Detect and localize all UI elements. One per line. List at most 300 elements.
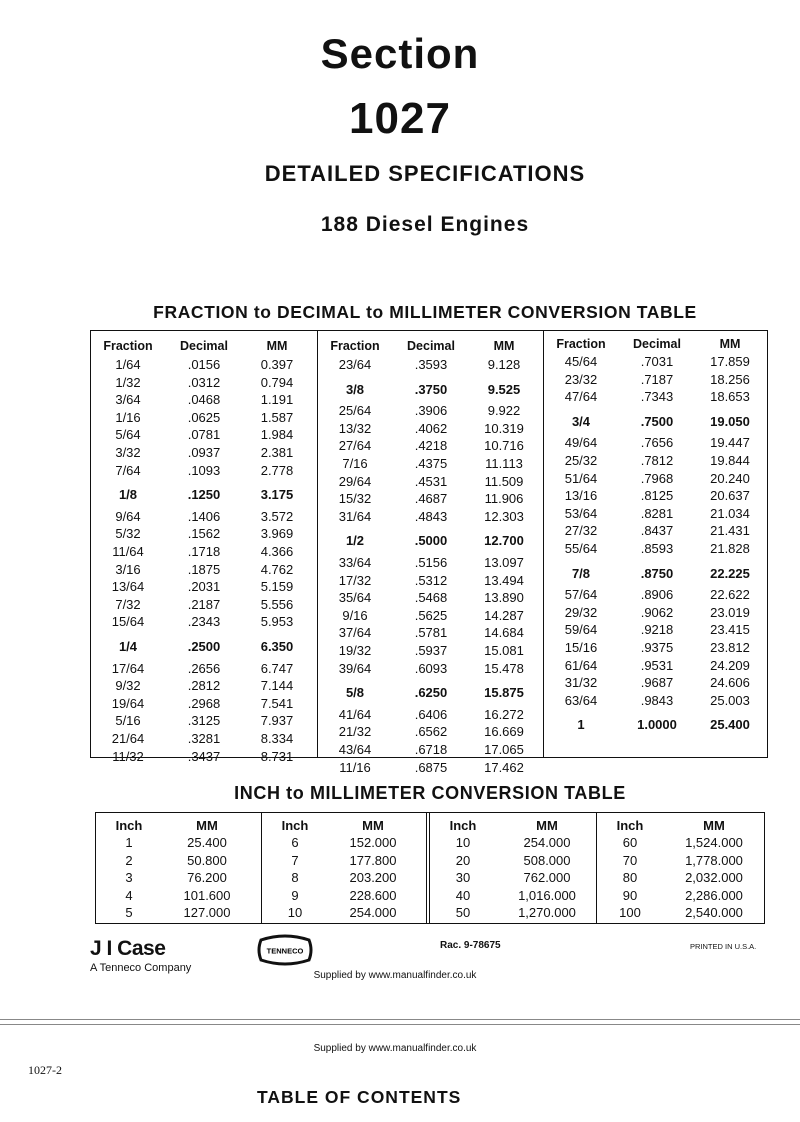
mm-cell: 7.541 <box>260 695 294 711</box>
decimal-cell: .0156 <box>187 357 221 372</box>
table-row <box>91 561 317 578</box>
fraction-header-row <box>544 336 770 353</box>
table-of-contents-heading: TABLE OF CONTENTS <box>257 1087 462 1107</box>
table-row <box>430 887 595 904</box>
table-row <box>318 759 544 776</box>
table-row <box>262 852 427 869</box>
decimal-cell: .9687 <box>640 675 674 691</box>
fraction-header-row <box>318 338 544 355</box>
decimal-cell: .1562 <box>187 526 221 542</box>
fraction-cell: 17/32 <box>338 572 372 588</box>
table-row <box>318 473 544 490</box>
mm-cell: 24.209 <box>710 657 750 673</box>
mm-cell: 3.572 <box>260 508 294 524</box>
mm-cell: 8.334 <box>260 731 294 746</box>
decimal-cell: .5156 <box>414 555 448 570</box>
table-row <box>91 444 317 461</box>
decimal-cell: .9062 <box>640 604 674 620</box>
table-row <box>318 508 544 525</box>
mm-cell: 13.494 <box>484 572 524 588</box>
fraction-cell: 5/32 <box>115 526 141 542</box>
table-row <box>318 706 544 723</box>
table-row <box>544 487 770 504</box>
column-header: Decimal <box>633 337 681 351</box>
fraction-cell: 53/64 <box>564 505 598 521</box>
mm-cell: 76.200 <box>187 870 227 886</box>
table-row <box>91 748 317 765</box>
table-row <box>318 554 544 571</box>
table-row <box>91 356 317 373</box>
column-header: MM <box>196 818 218 833</box>
section-number: 1027 <box>349 94 451 143</box>
table-row <box>544 586 770 603</box>
fraction-cell: 21/64 <box>111 731 145 746</box>
table-row <box>544 540 770 557</box>
mm-cell: 22.622 <box>710 587 750 603</box>
fraction-cell: 15/16 <box>564 640 598 655</box>
mm-cell: 17.859 <box>710 354 750 369</box>
table-row <box>91 677 317 694</box>
table-row <box>544 522 770 539</box>
fraction-cell: 33/64 <box>338 555 372 570</box>
table-row <box>96 887 261 904</box>
decimal-cell: .3437 <box>187 748 221 764</box>
decimal-cell: .4531 <box>414 473 448 489</box>
mm-cell: 2.778 <box>260 462 294 478</box>
fraction-cell: 39/64 <box>338 660 372 676</box>
table-row <box>91 486 317 503</box>
mm-cell: 21.828 <box>710 541 750 556</box>
column-header: Decimal <box>407 339 455 353</box>
mm-cell: 2.381 <box>260 445 294 460</box>
fraction-cell: 1/64 <box>115 357 141 372</box>
mm-cell: 8.731 <box>260 748 294 764</box>
column-header: MM <box>536 818 558 833</box>
table-row <box>318 684 544 701</box>
mm-cell: 12.303 <box>484 508 524 524</box>
inch-cell: 8 <box>291 870 299 886</box>
column-header: MM <box>493 339 515 353</box>
page-divider <box>0 1024 800 1025</box>
decimal-cell: .8281 <box>640 505 674 521</box>
table-row <box>544 505 770 522</box>
inch-cell: 100 <box>619 905 641 921</box>
decimal-cell: .3750 <box>414 381 448 397</box>
table-row <box>430 869 595 886</box>
fraction-cell: 9/64 <box>115 508 141 524</box>
inch-column-2 <box>261 813 426 923</box>
fraction-cell: 3/8 <box>345 381 365 397</box>
table-row <box>91 695 317 712</box>
decimal-cell: .1093 <box>187 462 221 478</box>
fraction-cell: 19/64 <box>111 695 145 711</box>
mm-cell: 10.716 <box>484 438 524 454</box>
mm-cell: 10.319 <box>484 420 524 436</box>
fraction-cell: 9/32 <box>115 678 141 694</box>
mm-cell: 9.525 <box>487 381 521 397</box>
fraction-cell: 1/2 <box>345 533 365 549</box>
mm-cell: 2,540.000 <box>685 905 743 921</box>
decimal-cell: .0625 <box>187 409 221 425</box>
table-row <box>544 674 770 691</box>
mm-cell: 5.556 <box>260 596 294 612</box>
table-row <box>544 434 770 451</box>
fraction-cell: 13/16 <box>564 488 598 504</box>
mm-cell: 6.747 <box>260 660 294 676</box>
mm-cell: 13.097 <box>484 555 524 570</box>
fraction-cell: 1/8 <box>118 487 138 503</box>
fraction-cell: 13/32 <box>338 420 372 436</box>
table-row <box>318 741 544 758</box>
mm-cell: 23.019 <box>710 604 750 620</box>
mm-cell: 0.794 <box>260 374 294 390</box>
fraction-cell: 7/8 <box>571 565 591 581</box>
decimal-cell: .9843 <box>640 692 674 708</box>
decimal-cell: .7343 <box>640 389 674 405</box>
column-header: MM <box>362 818 384 833</box>
fraction-cell: 37/64 <box>338 625 372 641</box>
decimal-cell: .5312 <box>414 572 448 588</box>
inch-cell: 10 <box>287 905 303 921</box>
table-row <box>91 462 317 479</box>
mm-cell: 1,524.000 <box>685 835 743 850</box>
mm-cell: 1.587 <box>260 409 294 425</box>
decimal-cell: .1718 <box>187 544 221 559</box>
decimal-cell: .7500 <box>640 413 674 429</box>
decimal-cell: .0312 <box>187 374 221 390</box>
inch-cell: 40 <box>455 887 471 903</box>
inch-cell: 10 <box>455 835 471 850</box>
mm-cell: 15.478 <box>484 660 524 676</box>
table-row <box>91 426 317 443</box>
table-row <box>597 887 762 904</box>
fraction-cell: 49/64 <box>564 435 598 451</box>
decimal-cell: .5625 <box>414 607 448 623</box>
table-row <box>91 543 317 560</box>
table-row <box>597 852 762 869</box>
fraction-cell: 13/64 <box>111 579 145 595</box>
table-row <box>318 589 544 606</box>
table-row <box>91 578 317 595</box>
table-row <box>318 660 544 677</box>
table-row <box>318 723 544 740</box>
table-row <box>544 388 770 405</box>
inch-cell: 6 <box>291 835 299 850</box>
mm-cell: 50.800 <box>187 852 227 868</box>
decimal-cell: .7656 <box>640 435 674 451</box>
inch-cell: 70 <box>622 852 638 868</box>
mm-cell: 0.397 <box>260 357 294 372</box>
decimal-cell: .5468 <box>414 590 448 606</box>
table-row <box>318 437 544 454</box>
decimal-cell: .4843 <box>414 508 448 524</box>
printed-notice: PRINTED IN U.S.A. <box>690 942 757 951</box>
inch-cell: 80 <box>622 870 638 886</box>
fraction-cell: 3/32 <box>115 445 141 460</box>
table-row <box>91 409 317 426</box>
inch-column-1 <box>96 813 261 923</box>
decimal-cell: .8593 <box>640 541 674 556</box>
inch-header-row <box>262 817 427 834</box>
fraction-cell: 9/16 <box>342 607 368 623</box>
mm-cell: 23.812 <box>710 640 750 655</box>
decimal-cell: .1406 <box>187 508 221 524</box>
table-row <box>91 374 317 391</box>
fraction-cell: 45/64 <box>564 354 598 369</box>
table-row <box>318 624 544 641</box>
mm-cell: 508.000 <box>523 852 571 868</box>
mm-cell: 19.844 <box>710 453 750 468</box>
table-row <box>262 869 427 886</box>
decimal-cell: .7812 <box>640 453 674 468</box>
mm-cell: 16.669 <box>484 724 524 740</box>
mm-cell: 2,032.000 <box>685 870 743 886</box>
fraction-cell: 35/64 <box>338 590 372 606</box>
fraction-cell: 11/64 <box>112 544 144 559</box>
fraction-cell: 47/64 <box>564 389 598 405</box>
decimal-cell: .3281 <box>187 731 221 746</box>
inch-header-row <box>597 817 762 834</box>
mm-cell: 2,286.000 <box>685 887 743 903</box>
table-row <box>91 596 317 613</box>
decimal-cell: .6250 <box>414 685 448 701</box>
table-row <box>544 639 770 656</box>
fraction-column-2 <box>317 331 543 775</box>
fraction-cell: 17/64 <box>111 660 145 676</box>
fraction-cell: 5/64 <box>115 427 141 443</box>
table-row <box>262 904 427 921</box>
mm-cell: 152.000 <box>349 835 397 850</box>
decimal-cell: .7187 <box>640 371 674 387</box>
decimal-cell: .0468 <box>187 392 221 408</box>
table-row <box>544 565 770 582</box>
mm-cell: 1,270.000 <box>518 905 576 921</box>
mm-cell: 11.906 <box>484 491 524 507</box>
inch-cell: 1 <box>125 835 133 850</box>
table-row <box>544 353 770 370</box>
inch-column-4 <box>596 813 766 923</box>
rac-number: Rac. 9-78675 <box>440 940 501 951</box>
fraction-cell: 55/64 <box>564 541 598 556</box>
mm-cell: 22.225 <box>710 565 750 581</box>
decimal-cell: .6718 <box>414 742 448 757</box>
decimal-cell: .2187 <box>187 596 221 612</box>
decimal-cell: .8437 <box>640 523 674 539</box>
decimal-cell: .2500 <box>187 639 221 654</box>
column-header: Inch <box>115 818 143 833</box>
mm-cell: 9.922 <box>487 403 521 419</box>
fraction-cell: 1 <box>577 717 585 733</box>
logo-text: TENNECO <box>266 946 304 956</box>
mm-cell: 1,016.000 <box>518 887 576 903</box>
table-row <box>91 712 317 729</box>
fraction-cell: 1/32 <box>115 374 141 390</box>
fraction-cell: 43/64 <box>338 742 372 757</box>
decimal-cell: .2812 <box>187 678 221 694</box>
table-row <box>318 642 544 659</box>
mm-cell: 17.065 <box>484 742 524 757</box>
table-row <box>96 852 261 869</box>
inch-cell: 3 <box>125 870 133 886</box>
fraction-cell: 41/64 <box>338 706 372 722</box>
table-row <box>544 621 770 638</box>
decimal-cell: .3906 <box>414 403 448 419</box>
mm-cell: 5.953 <box>260 614 294 630</box>
decimal-cell: .9375 <box>640 640 674 655</box>
fraction-cell: 1/16 <box>115 409 141 425</box>
fraction-cell: 7/16 <box>342 456 368 471</box>
table-row <box>544 657 770 674</box>
inch-cell: 30 <box>455 870 471 886</box>
page-number: 1027-2 <box>28 1063 62 1077</box>
fraction-cell: 57/64 <box>564 587 598 603</box>
decimal-cell: .3593 <box>414 357 448 372</box>
table-row <box>96 869 261 886</box>
inch-cell: 2 <box>125 852 133 868</box>
fraction-cell: 5/16 <box>115 713 141 729</box>
decimal-cell: .4687 <box>414 491 448 507</box>
fraction-cell: 27/32 <box>564 523 598 539</box>
column-header: MM <box>719 337 741 351</box>
table-row <box>91 730 317 747</box>
decimal-cell: .8750 <box>640 565 674 581</box>
mm-cell: 4.762 <box>260 561 294 577</box>
decimal-cell: .2968 <box>187 695 221 711</box>
company-name: J I Case <box>90 937 166 960</box>
decimal-cell: .4062 <box>414 420 448 436</box>
table-row <box>544 470 770 487</box>
decimal-cell: .4218 <box>414 438 448 454</box>
table-row <box>318 532 544 549</box>
inch-header-row <box>96 817 261 834</box>
inch-cell: 50 <box>455 905 471 921</box>
decimal-cell: .1250 <box>187 487 221 503</box>
mm-cell: 21.431 <box>710 523 750 539</box>
fraction-header-row <box>91 338 317 355</box>
decimal-cell: .6093 <box>414 660 448 676</box>
column-header: Fraction <box>103 339 153 353</box>
mm-cell: 25.400 <box>710 717 750 733</box>
table-row <box>91 660 317 677</box>
fraction-cell: 63/64 <box>564 692 598 708</box>
engine-title: 188 Diesel Engines <box>320 213 530 236</box>
fraction-cell: 7/32 <box>115 596 141 612</box>
table-row <box>544 452 770 469</box>
fraction-cell: 21/32 <box>338 724 372 740</box>
mm-cell: 101.600 <box>183 887 231 903</box>
inch-table-title: INCH to MILLIMETER CONVERSION TABLE <box>234 783 626 803</box>
fraction-cell: 29/32 <box>564 604 598 620</box>
decimal-cell: 1.0000 <box>637 717 677 733</box>
mm-cell: 25.003 <box>710 692 750 708</box>
decimal-cell: .8125 <box>640 488 674 504</box>
mm-cell: 1.984 <box>260 427 294 443</box>
inch-cell: 5 <box>125 905 133 921</box>
table-row <box>597 904 762 921</box>
fraction-cell: 23/32 <box>564 371 598 387</box>
decimal-cell: .5000 <box>414 533 448 549</box>
fraction-cell: 1/4 <box>118 639 138 654</box>
decimal-cell: .0781 <box>187 427 221 443</box>
fraction-cell: 31/64 <box>338 508 372 524</box>
decimal-cell: .7968 <box>640 470 674 486</box>
fraction-conversion-table <box>90 330 768 775</box>
tenneco-logo-icon <box>257 933 313 972</box>
mm-cell: 7.144 <box>260 678 294 694</box>
mm-cell: 20.240 <box>710 470 750 486</box>
company-subtitle: A Tenneco Company <box>90 962 192 974</box>
decimal-cell: .6562 <box>414 724 448 740</box>
mm-cell: 4.366 <box>260 544 294 559</box>
mm-cell: 16.272 <box>484 706 524 722</box>
mm-cell: 6.350 <box>260 639 294 654</box>
table-row <box>91 508 317 525</box>
fraction-cell: 15/32 <box>338 491 372 507</box>
fraction-cell: 11/16 <box>339 759 371 775</box>
inch-cell: 4 <box>125 887 133 903</box>
fraction-cell: 11/32 <box>112 748 144 764</box>
section-label: Section <box>320 30 480 77</box>
table-row <box>318 607 544 624</box>
supplied-by-text: Supplied by www.manualfinder.co.uk <box>313 970 477 981</box>
table-row <box>318 356 544 373</box>
table-row <box>91 391 317 408</box>
fraction-cell: 51/64 <box>564 470 598 486</box>
table-row <box>318 490 544 507</box>
fraction-cell: 3/64 <box>115 392 141 408</box>
inch-cell: 20 <box>455 852 471 868</box>
mm-cell: 23.415 <box>710 622 750 638</box>
table-row <box>96 904 261 921</box>
fraction-cell: 59/64 <box>564 622 598 638</box>
mm-cell: 12.700 <box>484 533 524 549</box>
decimal-cell: .2343 <box>187 614 221 630</box>
column-header: Inch <box>449 818 477 833</box>
mm-cell: 15.081 <box>484 643 524 658</box>
mm-cell: 19.050 <box>710 413 750 429</box>
mm-cell: 19.447 <box>710 435 750 451</box>
mm-cell: 254.000 <box>349 905 397 921</box>
mm-cell: 762.000 <box>523 870 571 886</box>
decimal-cell: .7031 <box>640 354 674 369</box>
decimal-cell: .6406 <box>414 706 448 722</box>
fraction-cell: 61/64 <box>564 657 598 673</box>
supplied-by-text-2: Supplied by www.manualfinder.co.uk <box>313 1043 477 1054</box>
table-row <box>544 371 770 388</box>
mm-cell: 9.128 <box>487 357 521 372</box>
table-row <box>544 692 770 709</box>
mm-cell: 14.287 <box>484 607 524 623</box>
decimal-cell: .9531 <box>640 657 674 673</box>
mm-cell: 1,778.000 <box>685 852 743 868</box>
mm-cell: 127.000 <box>183 905 231 921</box>
decimal-cell: .4375 <box>414 456 448 471</box>
table-row <box>544 604 770 621</box>
inch-column-3 <box>426 813 596 923</box>
table-row <box>544 413 770 430</box>
page-divider <box>0 1019 800 1020</box>
fraction-table-title: FRACTION to DECIMAL to MILLIMETER CONVERSION TABLE <box>153 302 697 322</box>
mm-cell: 15.875 <box>484 685 524 701</box>
column-header: Decimal <box>180 339 228 353</box>
decimal-cell: .5781 <box>414 625 448 641</box>
mm-cell: 7.937 <box>260 713 294 729</box>
inch-cell: 90 <box>622 887 638 903</box>
column-header: Inch <box>281 818 309 833</box>
fraction-cell: 5/8 <box>345 685 365 701</box>
mm-cell: 14.684 <box>484 625 524 641</box>
table-row <box>430 834 595 851</box>
